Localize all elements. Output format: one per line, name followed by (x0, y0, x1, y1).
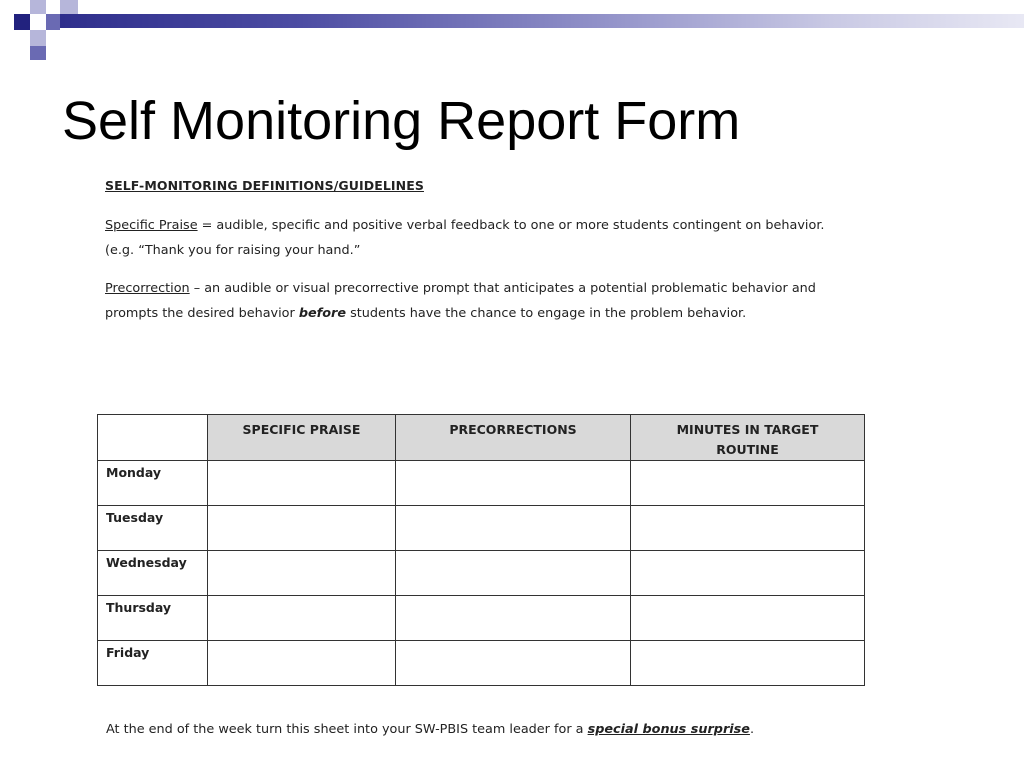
decor-square-mid-bottom (30, 46, 46, 60)
cell-praise-monday[interactable] (208, 461, 396, 506)
table-row-thursday (98, 596, 865, 641)
table-row-tuesday (98, 506, 865, 551)
bonus-emphasis: special bonus surprise (587, 722, 750, 737)
definition-specific-praise (105, 213, 850, 263)
decor-square-mid (46, 14, 60, 30)
footer-note (106, 722, 754, 737)
cell-precorrections-wednesday[interactable] (396, 551, 631, 596)
cell-minutes-friday[interactable] (631, 641, 865, 686)
guidelines-heading: SELF-MONITORING DEFINITIONS/GUIDELINES (105, 178, 424, 193)
weekly-log-table (97, 414, 865, 686)
cell-praise-friday[interactable] (208, 641, 396, 686)
header-specific-praise: SPECIFIC PRAISE (208, 415, 396, 461)
definition-text-specific-praise: = audible, specific and positive verbal feedback to one or more students contingent on behavior. (e.g. “Thank you for raising your hand.” (105, 218, 825, 258)
definition-text-precorrection-end: students have the chance to engage in the problem behavior. (346, 306, 747, 321)
cell-praise-tuesday[interactable] (208, 506, 396, 551)
table-row-friday (98, 641, 865, 686)
table-row-monday (98, 461, 865, 506)
footer-period: . (749, 722, 755, 737)
term-specific-praise: Specific Praise (105, 218, 198, 233)
table-row-wednesday (98, 551, 865, 596)
cell-minutes-thursday[interactable] (631, 596, 865, 641)
day-label: Tuesday (98, 506, 208, 551)
header-gradient-bar (60, 14, 1024, 28)
definition-text-precorrection: – an audible or visual precorrective prompt that anticipates a potential problematic behavior and prompts the desired behavior (105, 281, 816, 321)
cell-minutes-wednesday[interactable] (631, 551, 865, 596)
cell-precorrections-thursday[interactable] (396, 596, 631, 641)
guidelines-section (105, 178, 885, 339)
cell-precorrections-tuesday[interactable] (396, 506, 631, 551)
header-corner-cell (98, 415, 208, 461)
definition-precorrection (105, 276, 850, 326)
decor-square-dark (14, 14, 30, 30)
decor-square-light-right (60, 0, 78, 14)
cell-praise-thursday[interactable] (208, 596, 396, 641)
cell-praise-wednesday[interactable] (208, 551, 396, 596)
cell-minutes-monday[interactable] (631, 461, 865, 506)
term-precorrection: Precorrection (105, 281, 190, 296)
cell-minutes-tuesday[interactable] (631, 506, 865, 551)
decor-square-light-bottom (30, 30, 46, 46)
footer-text: At the end of the week turn this sheet into your SW-PBIS team leader for a (106, 722, 588, 737)
table-header-row (98, 415, 865, 461)
slide-title: Self Monitoring Report Form (62, 91, 741, 151)
day-label: Friday (98, 641, 208, 686)
header-minutes-target-routine: MINUTES IN TARGET ROUTINE (631, 415, 865, 461)
header-precorrections: PRECORRECTIONS (396, 415, 631, 461)
day-label: Monday (98, 461, 208, 506)
cell-precorrections-monday[interactable] (396, 461, 631, 506)
cell-precorrections-friday[interactable] (396, 641, 631, 686)
day-label: Wednesday (98, 551, 208, 596)
emphasis-before: before (298, 306, 347, 321)
day-label: Thursday (98, 596, 208, 641)
decor-square-light-top (30, 0, 46, 14)
